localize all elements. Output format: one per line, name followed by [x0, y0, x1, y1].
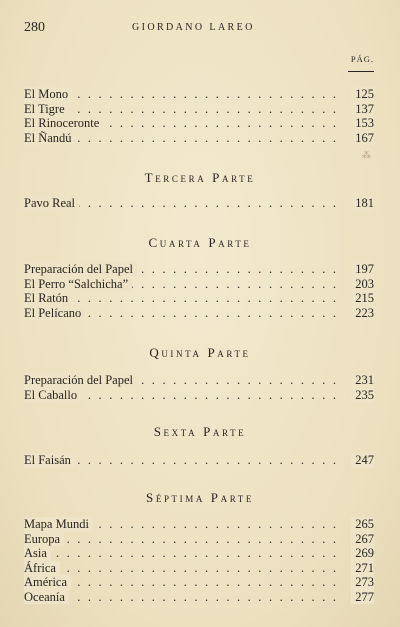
leader-dots — [24, 575, 340, 590]
toc-entry[interactable] — [24, 388, 374, 403]
toc-entry-label: El Tigre — [24, 102, 69, 117]
toc-entry-label: Preparación del Papel — [24, 262, 137, 277]
toc-entry-page: 265 — [351, 517, 374, 532]
toc-entry-label: El Faisán — [24, 453, 75, 468]
section-title-quinta: Quinta Parte — [149, 345, 251, 360]
toc-entry-page: 181 — [351, 196, 374, 211]
toc-entry-page: 137 — [351, 102, 374, 117]
toc-entry[interactable] — [24, 453, 374, 468]
toc-entry[interactable] — [24, 561, 374, 576]
toc-group-tercera — [24, 196, 374, 211]
toc-entry[interactable] — [24, 262, 374, 277]
toc-entry-label: Pavo Real — [24, 196, 79, 211]
toc-entry[interactable] — [24, 131, 374, 146]
toc-entry-label: El Pelícano — [24, 306, 85, 321]
toc-entry-label: Preparación del Papel — [24, 373, 137, 388]
toc-entry-label: Mapa Mundi — [24, 517, 93, 532]
ink-smudge: ⁂ — [362, 150, 371, 160]
toc-entry-label: Asia — [24, 546, 51, 561]
toc-entry-label: Oceanía — [24, 590, 69, 605]
page-header — [24, 20, 376, 38]
toc-entry[interactable] — [24, 532, 374, 547]
pag-rule — [348, 71, 374, 72]
toc-group-quinta — [24, 373, 374, 402]
toc-entry-label: El Ratón — [24, 291, 72, 306]
toc-entry[interactable] — [24, 590, 374, 605]
toc-entry-page: 273 — [351, 575, 374, 590]
toc-entry[interactable] — [24, 306, 374, 321]
toc-entry-page: 203 — [351, 277, 374, 292]
section-title-sexta: Sexta Parte — [153, 424, 247, 439]
toc-entry[interactable] — [24, 373, 374, 388]
section-title-septima: Séptima Parte — [146, 490, 254, 505]
toc-entry-page: 223 — [351, 306, 374, 321]
leader-dots — [24, 546, 340, 561]
leader-dots — [24, 590, 340, 605]
leader-dots — [24, 561, 340, 576]
leader-dots — [24, 102, 340, 117]
leader-dots — [24, 532, 340, 547]
page-number: 280 — [24, 20, 45, 35]
toc-entry-label: Europa — [24, 532, 64, 547]
toc-entry[interactable] — [24, 196, 374, 211]
toc-entry-page: 267 — [351, 532, 374, 547]
toc-entry-label: El Ñandú — [24, 131, 76, 146]
toc-entry-page: 125 — [351, 87, 374, 102]
toc-entry-label: El Caballo — [24, 388, 81, 403]
pag-column-label: PÁG. — [350, 54, 374, 64]
toc-entry[interactable] — [24, 546, 374, 561]
toc-entry-label: El Rinoceronte — [24, 116, 103, 131]
toc-entry-page: 197 — [351, 262, 374, 277]
toc-entry-page: 235 — [351, 388, 374, 403]
toc-entry-page: 153 — [351, 116, 374, 131]
toc-entry-page: 269 — [351, 546, 374, 561]
toc-entry[interactable] — [24, 116, 374, 131]
toc-entry-label: África — [24, 561, 60, 576]
toc-entry[interactable] — [24, 291, 374, 306]
toc-group-continued — [24, 87, 374, 145]
toc-entry[interactable] — [24, 517, 374, 532]
toc-entry-label: El Mono — [24, 87, 72, 102]
section-title-cuarta: Cuarta Parte — [148, 235, 252, 250]
toc-group-septima — [24, 517, 374, 604]
toc-entry-page: 277 — [351, 590, 374, 605]
section-title-tercera: Tercera Parte — [144, 170, 256, 185]
toc-entry-label: El Perro “Salchicha” — [24, 277, 132, 292]
toc-group-sexta — [24, 453, 374, 468]
toc-entry[interactable] — [24, 102, 374, 117]
toc-entry-page: 167 — [351, 131, 374, 146]
toc-entry-page: 271 — [351, 561, 374, 576]
toc-entry-page: 215 — [351, 291, 374, 306]
toc-entry[interactable] — [24, 277, 374, 292]
toc-entry[interactable] — [24, 87, 374, 102]
toc-entry-page: 231 — [351, 373, 374, 388]
toc-entry-page: 247 — [351, 453, 374, 468]
toc-group-cuarta — [24, 262, 374, 320]
toc-entry[interactable] — [24, 575, 374, 590]
toc-entry-label: América — [24, 575, 71, 590]
running-head: GIORDANO LAREO — [132, 22, 255, 33]
